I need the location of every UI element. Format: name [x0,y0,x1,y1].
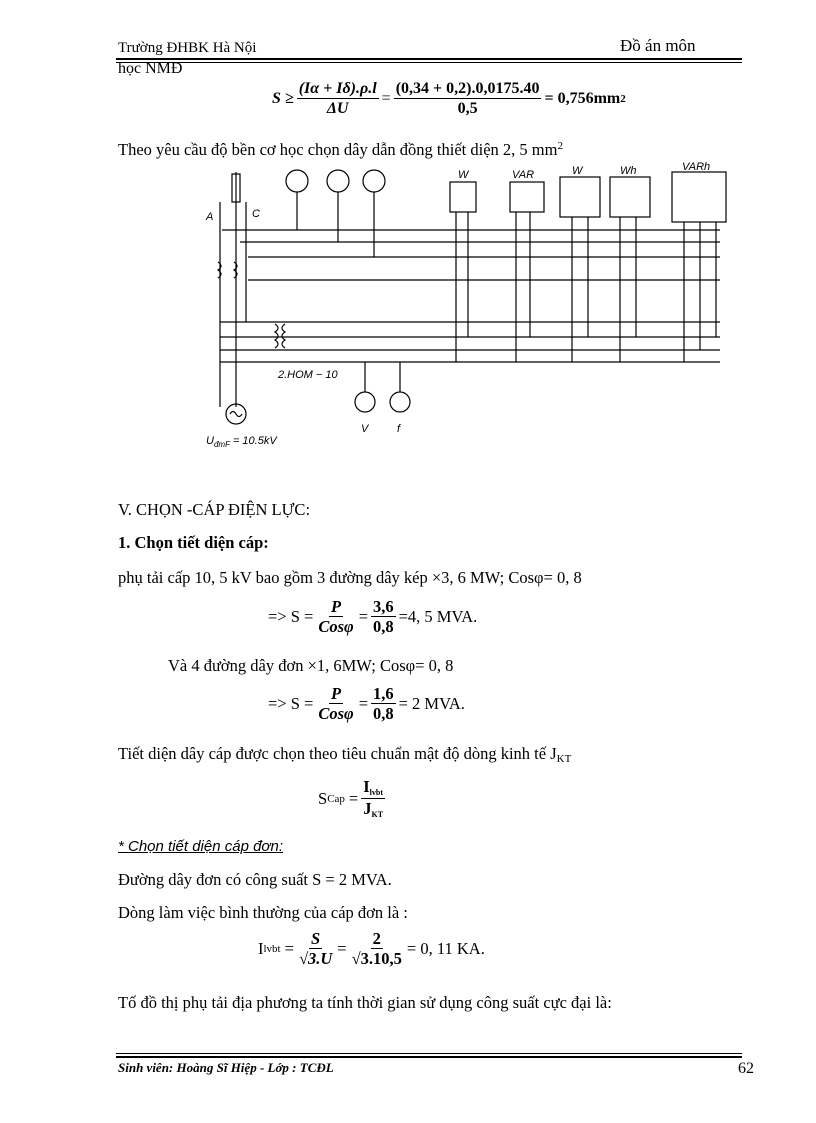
wh-meter-box-1 [560,177,600,217]
page-number: 62 [738,1060,754,1077]
diagram-label-u [206,435,278,449]
eq-scap-frac [361,778,385,819]
header-project-cont: học NMĐ [118,60,183,77]
diagram-label-w2: W [572,165,583,177]
diagram-label-c: C [252,208,260,220]
eq-s1-num: P [330,597,342,616]
varh-meter-box [672,172,726,222]
eq-s1-den2: 0,8 [373,617,394,637]
eq-ilvbt [258,930,485,969]
eq-scap-den-sub: KT [371,809,384,819]
eq-scap-lhs: S [318,788,328,808]
ammeter-1-icon [286,170,308,192]
formula1-num2: (0,34 + 0,2).0,0175.40 [395,80,540,97]
footer-rule-top [116,1053,742,1054]
eq-s2-frac [316,685,355,724]
wattmeter-box [450,182,476,212]
eq-s2 [268,685,465,724]
pt-icon [275,324,278,348]
diagram-label-a: A [206,211,214,223]
formula1-frac2 [394,80,542,118]
eq-s1-result: =4, 5 MVA. [398,607,478,627]
section-title: V. CHỌN -CÁP ĐIỆN LỰC: [118,500,311,519]
eq-s1-den: Cosφ [318,617,354,637]
eq-s2-eq: = [358,694,368,714]
pt-icon-2 [282,324,285,348]
eq-scap-num [361,778,385,799]
eq-ilvbt-den: √3.U [298,949,333,969]
voltmeter-icon [355,392,375,412]
para-jkt [118,744,571,765]
diagram-label-hom: 2.HOM − 10 [278,369,338,381]
para-power: Đường dây đơn có công suất S = 2 MVA. [118,870,392,889]
para-load: phụ tải cấp 10, 5 kV bao gồm 3 đường dây kép ×3, 6 MW; Cosφ= 0, 8 [118,568,582,587]
header-project: Đồ án môn [620,36,696,55]
eq-ilvbt-eq: = [284,939,294,959]
varmeter-box [510,182,544,212]
eq-s1-prefix: => S = [268,607,314,627]
eq-ilvbt-eq2: = [337,939,347,959]
eq-scap-den [361,799,385,820]
formula1-eq: = [381,89,391,107]
eq-s2-frac2 [371,685,396,724]
eq-scap-den-letter: J [363,798,372,818]
subsection-1-title: 1. Chọn tiết diện cáp: [118,533,269,552]
text-mechanical-body: Theo yêu cầu độ bền cơ học chọn dây dẫn đồng thiết diện 2, 5 mm [118,140,558,159]
ammeter-3-icon [363,170,385,192]
eq-s1-frac2 [371,598,396,637]
diagram-label-w1: W [458,169,469,181]
formula1-result-sup: 2 [620,92,626,105]
eq-scap-num-letter: I [363,777,370,796]
para-single: Và 4 đường dây đơn ×1, 6MW; Cosφ= 0, 8 [168,656,454,675]
eq-ilvbt-result: = 0, 11 KA. [406,939,485,959]
diagram-label-v: V [361,423,369,435]
eq-s1-eq: = [358,607,368,627]
eq-ilvbt-lhs-sub: lvbt [263,943,281,956]
eq-scap [318,778,388,819]
eq-s2-num: P [330,684,342,703]
formula1-lhs: S ≥ [272,89,294,107]
formula1-den: ΔU [326,99,349,117]
formula1-num: (Iα + Iδ).ρ.l [298,80,377,97]
diagram-label-varh: VARh [682,162,711,173]
para-jkt-sub: KT [556,753,572,765]
formula1-result: = 0,756mm [544,89,621,107]
diagram-label-var: VAR [512,169,535,181]
diagram-label-wh: Wh [620,165,637,177]
header-school: Trường ĐHBK Hà Nội [118,40,257,56]
eq-scap-lhs-sub: Cap [327,792,345,805]
wiring-diagram [200,162,730,462]
diagram-label-u-sub: đmF [213,440,230,449]
eq-scap-eq: = [348,788,359,808]
eq-s1 [268,598,477,637]
formula1-den2: 0,5 [457,99,478,117]
generator-sine [230,412,242,417]
formula-cross-section [272,80,626,118]
eq-scap-num-sub: lvbt [369,788,384,797]
diagram-label-f: f [397,423,401,435]
eq-s1-num2: 3,6 [373,597,394,616]
ammeter-2-icon [327,170,349,192]
eq-ilvbt-num: S [311,929,321,948]
eq-ilvbt-frac [297,930,334,969]
frequency-meter-icon [390,392,410,412]
eq-ilvbt-frac2 [350,930,404,969]
para-current: Dòng làm việc bình thường của cáp đơn là : [118,903,408,922]
note-single-cable: * Chọn tiết diện cáp đơn: [118,838,284,855]
formula1-frac [297,80,379,118]
footer-rule-bottom [116,1056,742,1058]
eq-s2-result: = 2 MVA. [398,694,465,714]
footer-student: Sinh viên: Hoàng Sĩ Hiệp - Lớp : TCĐL [118,1060,334,1075]
eq-s1-frac [316,598,355,637]
diagram-label-u-letter: U [206,435,214,447]
para-tmax: Tố đồ thị phụ tải địa phương ta tính thời gian sử dụng công suất cực đại là: [118,993,612,1012]
eq-ilvbt-lhs: I [258,939,264,959]
wh-meter-box-2 [610,177,650,217]
eq-ilvbt-num2: 2 [372,929,381,948]
eq-s2-prefix: => S = [268,694,314,714]
header-rule-top [116,58,742,60]
diagram-label-u-val: = 10.5kV [232,435,277,447]
eq-s2-num2: 1,6 [373,684,394,703]
text-mechanical [118,140,563,160]
para-jkt-body: Tiết diện dây cáp được chọn theo tiêu chuẩn mật độ dòng kinh tế J [118,744,557,763]
eq-s2-den: Cosφ [318,704,354,724]
header-rule-bottom [116,62,742,63]
text-mechanical-sup: 2 [557,140,563,152]
eq-s2-den2: 0,8 [373,704,394,724]
eq-ilvbt-den2: √3.10,5 [351,949,402,969]
